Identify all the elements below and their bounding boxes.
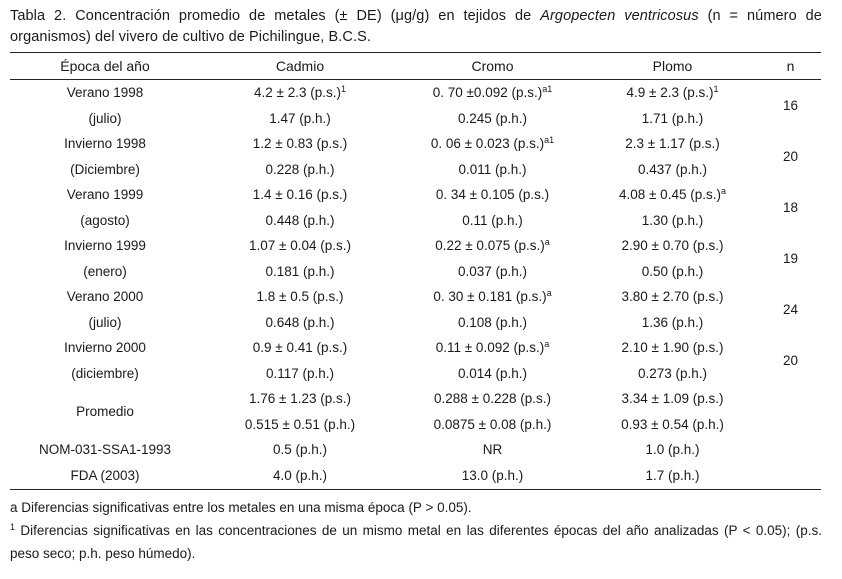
norm-cadmio: 0.5 (p.h.) (272, 442, 328, 458)
norm-cromo: NR (482, 442, 503, 458)
promedio-cadmio-dry: 1.76 ± 1.23 (p.s.) (249, 391, 351, 407)
table-cell (200, 463, 400, 489)
significance-mark: a (546, 288, 552, 299)
norm-row (10, 463, 821, 489)
table-cell (200, 80, 400, 106)
promedio-label: Promedio (76, 404, 134, 419)
table-caption (10, 6, 822, 48)
table-row-sub (10, 157, 821, 183)
table-cell (200, 182, 400, 208)
table-cell (760, 182, 821, 233)
promedio-row (10, 386, 821, 412)
footnote-a: a Diferencias significativas entre los metales en una misma época (P > 0.05). (10, 500, 472, 515)
norm-label: NOM-031-SSA1-1993 (38, 442, 172, 458)
table-cell (585, 233, 760, 259)
cadmio-wet: 0.448 (p.h.) (265, 212, 335, 228)
table-cell (200, 284, 400, 310)
table-cell (200, 361, 400, 387)
table-row-sub (10, 361, 821, 387)
table-cell (200, 233, 400, 259)
table-cell (200, 310, 400, 336)
table-cell (10, 335, 200, 361)
table-cell (585, 310, 760, 336)
month-label: (enero) (83, 263, 127, 279)
table-cell (400, 208, 585, 234)
table-cell (400, 259, 585, 285)
month-label: (diciembre) (71, 365, 139, 381)
table-cell (585, 208, 760, 234)
table-cell (200, 386, 400, 412)
plomo-dry: 2.3 ± 1.17 (p.s.) (625, 136, 720, 152)
header-season: Época del año (60, 58, 150, 74)
cromo-wet: 0.108 (p.h.) (457, 314, 528, 330)
promedio-plomo-wet: 0.93 ± 0.54 (p.h.) (621, 416, 724, 432)
table-cell (400, 284, 585, 310)
plomo-wet: 0.437 (p.h.) (637, 161, 708, 177)
month-label: (julio) (88, 110, 122, 126)
significance-mark: a (544, 237, 550, 248)
promedio-cromo-wet: 0.0875 ± 0.08 (p.h.) (433, 416, 552, 432)
table-cell (10, 157, 200, 183)
table-cell (585, 182, 760, 208)
table-cell (400, 335, 585, 361)
table-cell (200, 335, 400, 361)
sample-count: 24 (782, 302, 799, 317)
table-cell (585, 361, 760, 387)
cadmio-wet: 0.117 (p.h.) (265, 365, 335, 381)
table-cell (760, 335, 821, 386)
promedio-cadmio-wet: 0.515 ± 0.51 (p.h.) (244, 416, 356, 432)
table-cell (585, 259, 760, 285)
table-cell (585, 412, 760, 438)
cromo-wet: 0.245 (p.h.) (457, 110, 528, 126)
table-cell (10, 310, 200, 336)
table-cell (585, 463, 760, 489)
table-cell (200, 259, 400, 285)
cromo-dry: 0.22 ± 0.075 (p.s.) (435, 238, 545, 254)
table-cell (585, 386, 760, 412)
table-row (10, 284, 821, 310)
plomo-wet: 0.273 (p.h.) (637, 365, 708, 381)
table-cell (760, 284, 821, 335)
table-cell (10, 463, 200, 489)
table-cell (400, 157, 585, 183)
cadmio-dry: 1.2 ± 0.83 (p.s.) (252, 136, 348, 152)
table-cell (10, 284, 200, 310)
table-cell (400, 106, 585, 132)
season-label: Verano 1998 (66, 85, 144, 101)
footnote-1-mark: 1 (10, 522, 16, 532)
table-row (10, 131, 821, 157)
table-cell (200, 157, 400, 183)
table-cell (200, 412, 400, 438)
plomo-dry: 2.10 ± 1.90 (p.s.) (621, 340, 724, 356)
header-row (10, 53, 821, 79)
month-label: (Diciembre) (70, 161, 140, 177)
table-cell (760, 437, 821, 463)
norm-cadmio: 4.0 (p.h.) (272, 467, 328, 483)
table-cell (585, 437, 760, 463)
table-row (10, 335, 821, 361)
table-cell (760, 80, 821, 131)
significance-mark: a1 (544, 135, 555, 146)
table-cell (200, 106, 400, 132)
table-cell (400, 412, 585, 438)
table-cell (400, 131, 585, 157)
sample-count: 19 (782, 251, 799, 266)
table-cell (10, 259, 200, 285)
header-cadmio: Cadmio (275, 58, 325, 74)
cadmio-wet: 0.228 (p.h.) (265, 161, 335, 177)
season-label: Verano 1999 (66, 187, 144, 203)
header-plomo: Plomo (652, 58, 693, 74)
table-cell (200, 208, 400, 234)
table-cell (585, 106, 760, 132)
sample-count: 20 (782, 353, 799, 368)
promedio-plomo-dry: 3.34 ± 1.09 (p.s.) (621, 391, 724, 407)
cromo-wet: 0.014 (p.h.) (457, 365, 528, 381)
table-row-sub (10, 310, 821, 336)
table-cell (400, 310, 585, 336)
significance-mark: 1 (340, 84, 346, 95)
sample-count: 20 (782, 149, 799, 164)
table-cell (10, 106, 200, 132)
caption-prefix: Tabla 2. Concentración promedio de metales (± DE) (μg/g) en tejidos de (10, 8, 541, 24)
table-cell (10, 386, 200, 437)
table-cell (760, 412, 821, 438)
cromo-wet: 0.037 (p.h.) (457, 263, 528, 279)
cromo-wet: 0.011 (p.h.) (458, 161, 527, 177)
table-cell (400, 463, 585, 489)
table-cell (10, 80, 200, 106)
cadmio-wet: 0.648 (p.h.) (265, 314, 335, 330)
cromo-dry: 0. 70 ±0.092 (p.s.) (432, 85, 543, 101)
season-label: Verano 2000 (66, 289, 144, 305)
table-cell (10, 182, 200, 208)
table-cell (400, 182, 585, 208)
cadmio-wet: 0.181 (p.h.) (265, 263, 335, 279)
cadmio-dry: 0.9 ± 0.41 (p.s.) (252, 340, 348, 356)
sample-count: 16 (782, 98, 799, 113)
norm-label: FDA (2003) (70, 467, 140, 483)
month-label: (julio) (88, 314, 122, 330)
table-cell (585, 284, 760, 310)
cromo-dry: 0. 30 ± 0.181 (p.s.) (433, 289, 547, 305)
table-cell (200, 437, 400, 463)
table-cell (400, 386, 585, 412)
significance-mark: a (544, 339, 550, 350)
caption-suffix: (n = número de organismos) del vivero de cultivo de Pichilingue, B.C.S. (10, 8, 822, 45)
table-cell (400, 233, 585, 259)
plomo-dry: 2.90 ± 0.70 (p.s.) (621, 238, 724, 254)
table-cell (585, 335, 760, 361)
table-row (10, 80, 821, 106)
cadmio-wet: 1.47 (p.h.) (269, 110, 331, 126)
table-cell (585, 80, 760, 106)
plomo-wet: 1.30 (p.h.) (641, 212, 704, 228)
norm-row (10, 437, 821, 463)
table-cell (760, 386, 821, 412)
table-row (10, 182, 821, 208)
plomo-dry: 3.80 ± 2.70 (p.s.) (621, 289, 724, 305)
cromo-dry: 0. 34 ± 0.105 (p.s.) (435, 187, 550, 203)
table-cell (10, 131, 200, 157)
cadmio-dry: 1.4 ± 0.16 (p.s.) (252, 187, 348, 203)
table-row-sub (10, 106, 821, 132)
header-n: n (786, 58, 795, 74)
table-cell (10, 208, 200, 234)
season-label: Invierno 2000 (64, 340, 146, 356)
footnote-1-text: Diferencias significativas en las concentraciones de un mismo metal en las diferentes épocas del año analizadas (P < 0.05); (p.s. peso seco; p.h. peso húmedo). (10, 523, 822, 561)
table-cell (760, 463, 821, 489)
caption-species: Argopecten ventricosus (540, 8, 699, 24)
table-cell (760, 233, 821, 284)
significance-mark: a1 (542, 84, 553, 95)
table-cell (760, 131, 821, 182)
norm-cromo: 13.0 (p.h.) (461, 467, 524, 483)
cromo-wet: 0.11 (p.h.) (462, 212, 523, 228)
table-cell (10, 361, 200, 387)
norm-plomo: 1.7 (p.h.) (645, 467, 700, 483)
significance-mark: 1 (713, 84, 719, 95)
promedio-cromo-dry: 0.288 ± 0.228 (p.s.) (434, 391, 551, 407)
table-row-sub (10, 208, 821, 234)
plomo-dry: 4.08 ± 0.45 (p.s.) (619, 187, 721, 203)
norm-plomo: 1.0 (p.h.) (645, 442, 700, 458)
metals-table (10, 80, 821, 488)
table-row (10, 233, 821, 259)
table-cell (10, 233, 200, 259)
sample-count: 18 (782, 200, 799, 215)
plomo-wet: 1.71 (p.h.) (641, 110, 704, 126)
cadmio-dry: 4.2 ± 2.3 (p.s.) (254, 85, 341, 101)
cadmio-dry: 1.07 ± 0.04 (p.s.) (249, 238, 351, 254)
significance-mark: a (720, 186, 726, 197)
table-cell (585, 131, 760, 157)
table-cell (400, 80, 585, 106)
plomo-wet: 1.36 (p.h.) (641, 314, 704, 330)
header-cromo: Cromo (471, 58, 514, 74)
table-cell (400, 361, 585, 387)
table-cell (10, 437, 200, 463)
season-label: Invierno 1999 (64, 238, 146, 254)
plomo-dry: 4.9 ± 2.3 (p.s.) (626, 85, 714, 101)
cromo-dry: 0. 06 ± 0.023 (p.s.) (430, 136, 545, 152)
cromo-dry: 0.11 ± 0.092 (p.s.) (435, 340, 545, 356)
table-bottom-rule (10, 489, 821, 490)
table-cell (585, 157, 760, 183)
table-cell (200, 131, 400, 157)
season-label: Invierno 1998 (64, 136, 146, 152)
table-cell (400, 437, 585, 463)
table-header (10, 53, 821, 79)
table-row-sub (10, 259, 821, 285)
plomo-wet: 0.50 (p.h.) (641, 263, 704, 279)
cadmio-dry: 1.8 ± 0.5 (p.s.) (256, 289, 344, 305)
month-label: (agosto) (80, 212, 130, 228)
footnote-1 (10, 519, 822, 565)
